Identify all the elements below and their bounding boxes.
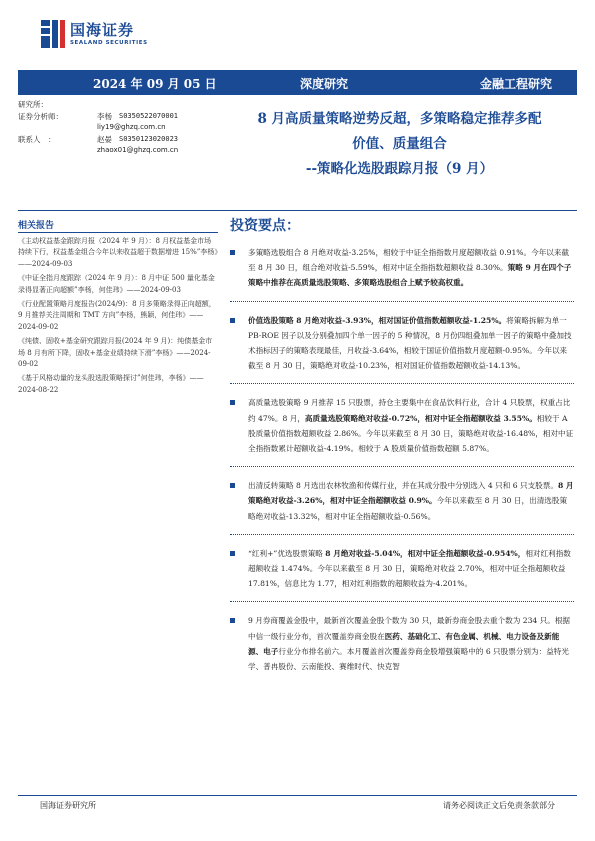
- related-report-item[interactable]: 《行业配置策略月度报告(2024/9)：8 月多策略录得正向超额，9 月推荐关注周期和 TMT 方向”李杨，熊颖，何佳玮》——2024-09-02: [18, 300, 216, 331]
- contact-email[interactable]: zhaox01@ghzq.com.cn: [97, 146, 179, 154]
- title-line-2: 价值、质量组合: [352, 136, 447, 152]
- analyst-code: S0350522070001: [119, 111, 179, 120]
- analyst-role: 证券分析师：: [18, 111, 63, 121]
- contact-name: 赵晏: [97, 134, 112, 144]
- bullet-square-icon: [230, 618, 235, 623]
- bullet-square-icon: [230, 400, 235, 405]
- investment-points: [230, 245, 574, 674]
- header-banner: [18, 70, 577, 95]
- bullet-square-icon: [230, 250, 235, 255]
- analyst-email[interactable]: liy19@ghzq.com.cn: [97, 123, 166, 131]
- dotted-separator: [230, 301, 574, 303]
- contact-role: 联系人 ：: [18, 134, 56, 144]
- dotted-separator: [230, 466, 574, 468]
- analyst-name: 李杨: [97, 111, 112, 121]
- point-dividend-strategy: “红利+”优选股票策略 8 月绝对收益-5.04%，相对中证全指超额收益-0.954%，相对红利指数超额收益 1.474%。今年以来截至 8 月 30 日，策略绝对收益 2.70%，相对中证全指超额收益 17.81%，信息比为 1.77，相对红利指数的超额收益为-4.201%。: [230, 546, 574, 592]
- report-type: 深度研究: [300, 77, 349, 91]
- bullet-square-icon: [230, 318, 235, 323]
- investment-heading: 投资要点：: [230, 218, 300, 234]
- title-line-1: 8 月高质量策略逆势反超，多策略稳定推荐多配: [257, 111, 542, 127]
- header-divider: [18, 210, 577, 211]
- report-date: 2024 年 09 月 05 日: [93, 77, 217, 91]
- sealand-logo-icon: [41, 20, 65, 48]
- point-reversal-strategy: 出清反转策略 8 月选出农林牧渔和传媒行业，并在其成分股中分别选入 4 只和 6 只支股票。8 月策略绝对收益-3.26%，相对中证全指超额收益 0.9%。今年以来截至 8 月 30 日，出清选股策略绝对收益-13.32%，相对中证全指超额收益-0.56%。: [230, 478, 574, 524]
- footer-disclaimer: 请务必阅读正文后免责条款部分: [443, 801, 555, 810]
- institute-label: 研究所：: [18, 100, 48, 109]
- report-title: [222, 107, 577, 182]
- title-line-3: --策略化选股跟踪月报（9 月）: [305, 161, 494, 177]
- bullet-square-icon: [230, 551, 235, 556]
- brand-logo: [41, 18, 161, 52]
- point-quality-strategy: 高质量选股策略 9 月推荐 15 只股票，持仓主要集中在食品饮料行业，合计 4 只股票，权重占比约 47%。8 月，高质量选股策略绝对收益-0.72%，相对中证全指超额收益 3.55%。相较于 A 股质量价值指数超额收益 2.86%。今年以来截至 8 月 30 日，策略绝对收益-16.48%，相对中证全指指数累计超额收益-4.19%。相较于 A 股质量价值指数超额 5.87%。: [230, 395, 574, 456]
- point-value-strategy: 价值选股策略 8 月绝对收益-3.93%，相对国证价值指数超额收益-1.25%。将策略拆解为单一 PB-ROE 因子以及分别叠加四个单一因子的 5 种情况，8 月份四组叠加单一因子的策略中叠加技术指标因子的策略表现最佳，月收益-3.64%，相较于国证价值指数月度超额-0.95%。今年以来截至 8 月 30 日，策略绝对收益-10.23%，相对国证价值指数超额收益-14.13%。: [230, 313, 574, 374]
- point-multi-strategy: 多策略选股组合 8 月绝对收益-3.25%，相较于中证全指指数月度超额收益 0.91%。今年以来截至 8 月 30 日，组合绝对收益-5.59%，相对中证全指指数超额收益 8.30%。策略 9 月在四个子策略中推荐在高质量选股策略、多策略选股组合上赋予较高权重。: [230, 245, 574, 291]
- related-divider: [18, 232, 218, 233]
- footer-divider: [18, 795, 577, 796]
- report-category: 金融工程研究: [480, 77, 553, 91]
- related-report-item[interactable]: 《基于风格动量的龙头股选股策略探讨”何佳玮，李杨》——2024-08-22: [18, 374, 204, 394]
- brand-name-en: SEALAND SECURITIES: [70, 40, 148, 46]
- related-reports-list: [18, 236, 218, 399]
- contact-code: S0350123020023: [119, 134, 179, 143]
- footer-institute: 国海证券研究所: [40, 801, 96, 810]
- related-report-item[interactable]: 《纯债、固收+基金研究跟踪月报(2024 年 9 月)：纯债基金市场 8 月有所下降，固收+基金业绩持续下滑”李杨》——2024-09-02: [18, 337, 213, 369]
- dotted-separator: [230, 383, 574, 385]
- dotted-separator: [230, 601, 574, 603]
- related-report-item[interactable]: 《中证全指月度跟踪（2024 年 9 月）：8 月中证 500 量化基金录得显著正向超额”李杨，何佳玮》——2024-09-03: [18, 274, 215, 294]
- bullet-square-icon: [230, 483, 235, 488]
- related-reports-heading: 相关报告: [18, 221, 55, 231]
- analyst-info: [18, 99, 218, 157]
- point-broker-picks: 9 月券商覆盖金股中，最新首次覆盖金股个数为 30 只，最新券商金股去重个数为 234 只。根据中信一级行业分布，首次覆盖券商金股在医药、基础化工、有色金属、机械、电力设备及新能源、电子行业分布排名前六。本月覆盖首次覆盖券商金股增强策略中的 6 只股票分别为：益特光学、普冉股份、云南能投、赛维时代、快克智: [230, 613, 574, 674]
- brand-name-cn: 国海证券: [70, 21, 135, 39]
- related-report-item[interactable]: 《主动权益基金跟踪月报（2024 年 9 月）：8 月权益基金市场持续下行，权益基金组合今年以来收益超于数据增进 15%”李杨》——2024-09-03: [18, 237, 218, 268]
- dotted-separator: [230, 534, 574, 536]
